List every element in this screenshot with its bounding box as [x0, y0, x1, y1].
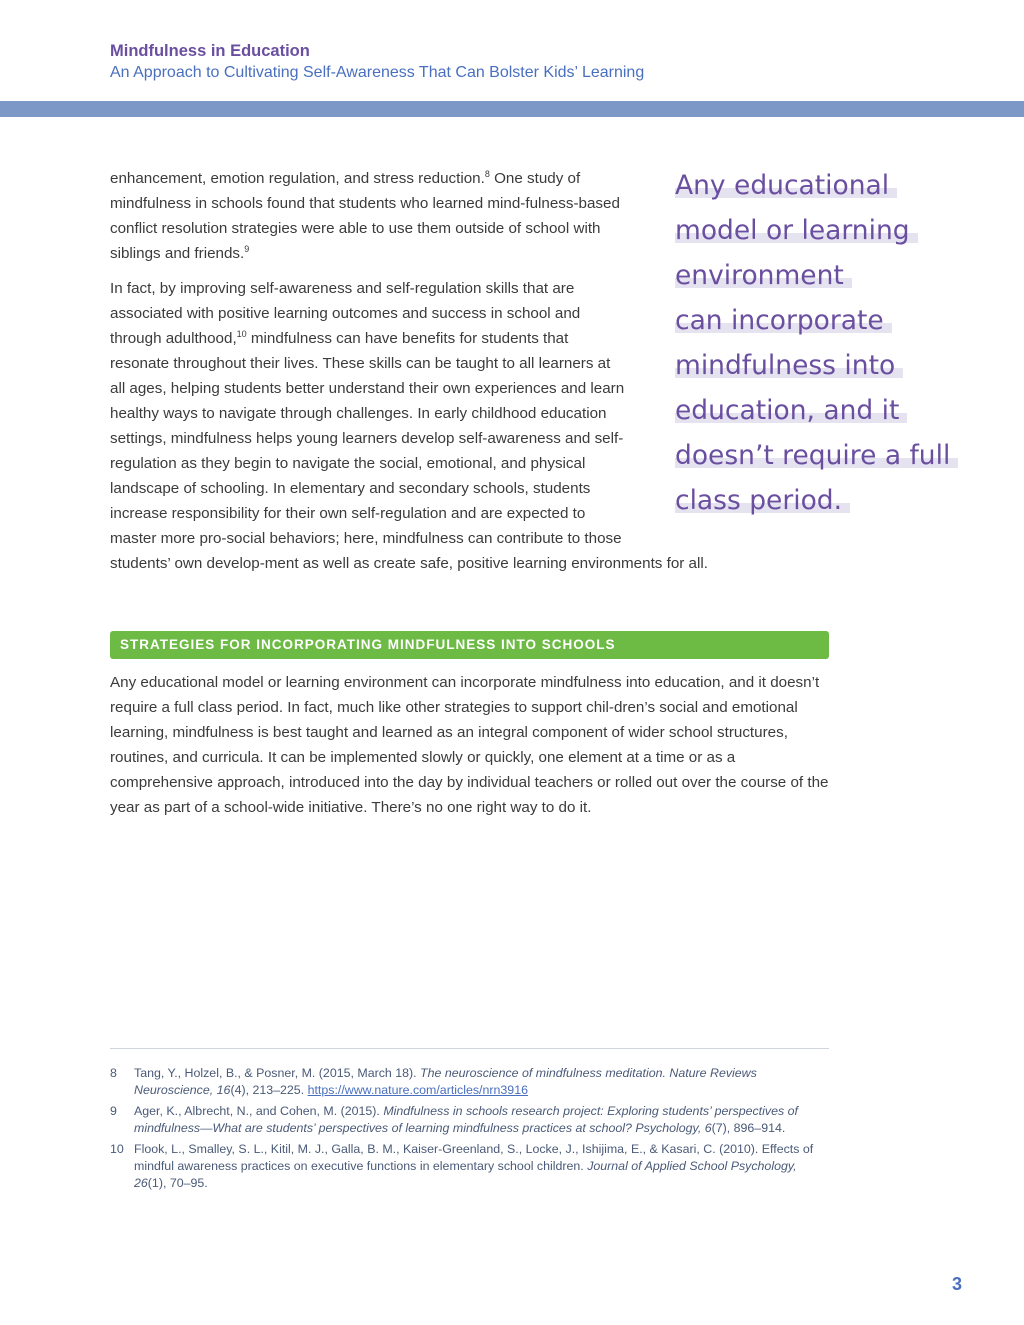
footnote-10: [110, 1141, 829, 1192]
footnote-ref-9: 9: [244, 243, 250, 254]
pull-quote-line: [675, 256, 1005, 301]
intro-text-run: mindfulness can have benefits for students that resonate throughout their lives. These skills can be taught to all learners at all ages, helping students better understand their own experiences and learn healthy ways to navigate through challenges. In early childhood education settings, mindfulness helps young learners develop self-awareness and self-regulation as they begin to navigate the social, emotional, and physical landscape of schooling. In elementary and secondary schools, students increase responsibility for their own self-regulation and are expected to master more pro-social behaviors; here, mindfulness can contribute to those students’ own develop-ment as well as create safe, positive learning environments for all.: [110, 330, 708, 572]
footnote-text: Ager, K., Albrecht, N., and Cohen, M. (2015).: [134, 1104, 384, 1118]
footnote-title: The neuroscience of mindfulness meditation. Nature Reviews Neuroscience, 16: [134, 1066, 757, 1097]
footnote-9: [110, 1103, 829, 1137]
intro-text-run: enhancement, emotion regulation, and stress reduction.: [110, 170, 485, 187]
footnote-text: (1), 70–95.: [147, 1176, 208, 1190]
pull-quote-line: [675, 436, 1005, 481]
intro-text-run: One study of mindfulness in schools found that students who learned mind-fulness-based conflict resolution strategies were able to use them outside of school with siblings and friends.: [110, 170, 620, 262]
document-header: [110, 40, 644, 84]
pull-quote-text: Any educational: [675, 170, 897, 201]
document-subtitle: An Approach to Cultivating Self-Awareness That Can Bolster Kids’ Learning: [110, 64, 645, 81]
pull-quote: [675, 166, 1005, 526]
pull-quote-line: [675, 481, 1005, 526]
pull-quote-line: [675, 166, 1005, 211]
section-heading: STRATEGIES FOR INCORPORATING MINDFULNESS INTO SCHOOLS: [110, 631, 829, 659]
pull-quote-text: education, and it: [675, 395, 907, 426]
footnote-text: (7), 896–914.: [711, 1121, 786, 1135]
pull-quote-text: doesn’t require a full: [675, 440, 958, 471]
pull-quote-line: [675, 346, 1005, 391]
pull-quote-text: mindfulness into: [675, 350, 903, 381]
footnote-title: Journal of Applied School Psychology, 26: [134, 1159, 797, 1190]
pull-quote-line: [675, 211, 1005, 256]
footnote-text: Flook, L., Smalley, S. L., Kitil, M. J., Galla, B. M., Kaiser-Greenland, S., Locke, J., Ishijima, E., & Kasari, C. (2010). Effects of mindful awareness practices on executive functions in elementary school children.: [134, 1142, 814, 1173]
footnote-number: 8: [110, 1066, 117, 1080]
pull-quote-text: can incorporate: [675, 305, 892, 336]
footnote-link[interactable]: https://www.nature.com/articles/nrn3916: [307, 1083, 528, 1097]
footnote-title: Mindfulness in schools research project: Exploring students’ perspectives of mindfulness—What are students’ perspectives of learning mindfulness practices at school? Psychology, 6: [134, 1104, 798, 1135]
pull-quote-line: [675, 391, 1005, 436]
pull-quote-text: class period.: [675, 485, 850, 516]
footnote-8: [110, 1065, 829, 1099]
footnote-divider: [110, 1048, 829, 1049]
footnote-text: (4), 213–225.: [230, 1083, 308, 1097]
pull-quote-text: model or learning: [675, 215, 918, 246]
footnote-number: 9: [110, 1104, 117, 1118]
document-title: Mindfulness in Education: [110, 42, 310, 60]
intro-text-run: In fact, by improving self-awareness and self-regulation skills that are associated with positive learning outcomes and success in school and through adulthood,: [110, 280, 581, 347]
pull-quote-line: [675, 301, 1005, 346]
footnote-number: 10: [110, 1142, 124, 1156]
header-band: [0, 101, 1024, 117]
footnote-ref-8: 8: [484, 168, 490, 179]
pull-quote-text: environment: [675, 260, 852, 291]
footnote-ref-10: 10: [236, 328, 247, 339]
footnote-text: Tang, Y., Holzel, B., & Posner, M. (2015, March 18).: [134, 1066, 421, 1080]
page-number: 3: [952, 1274, 963, 1294]
section-paragraph: Any educational model or learning environment can incorporate mindfulness into education, and it doesn’t require a full class period. In fact, much like other strategies to support chil-dren’s social and emotional learning, mindfulness is best taught and learned as an integral component of wider school structures, routines, and curricula. It can be implemented slowly or quickly, one element at a time or as a comprehensive approach, introduced into the day by individual teachers or rolled out over the course of the year as part of a school-wide initiative. There’s no one right way to do it.: [110, 674, 829, 816]
footnotes: [110, 1065, 829, 1196]
